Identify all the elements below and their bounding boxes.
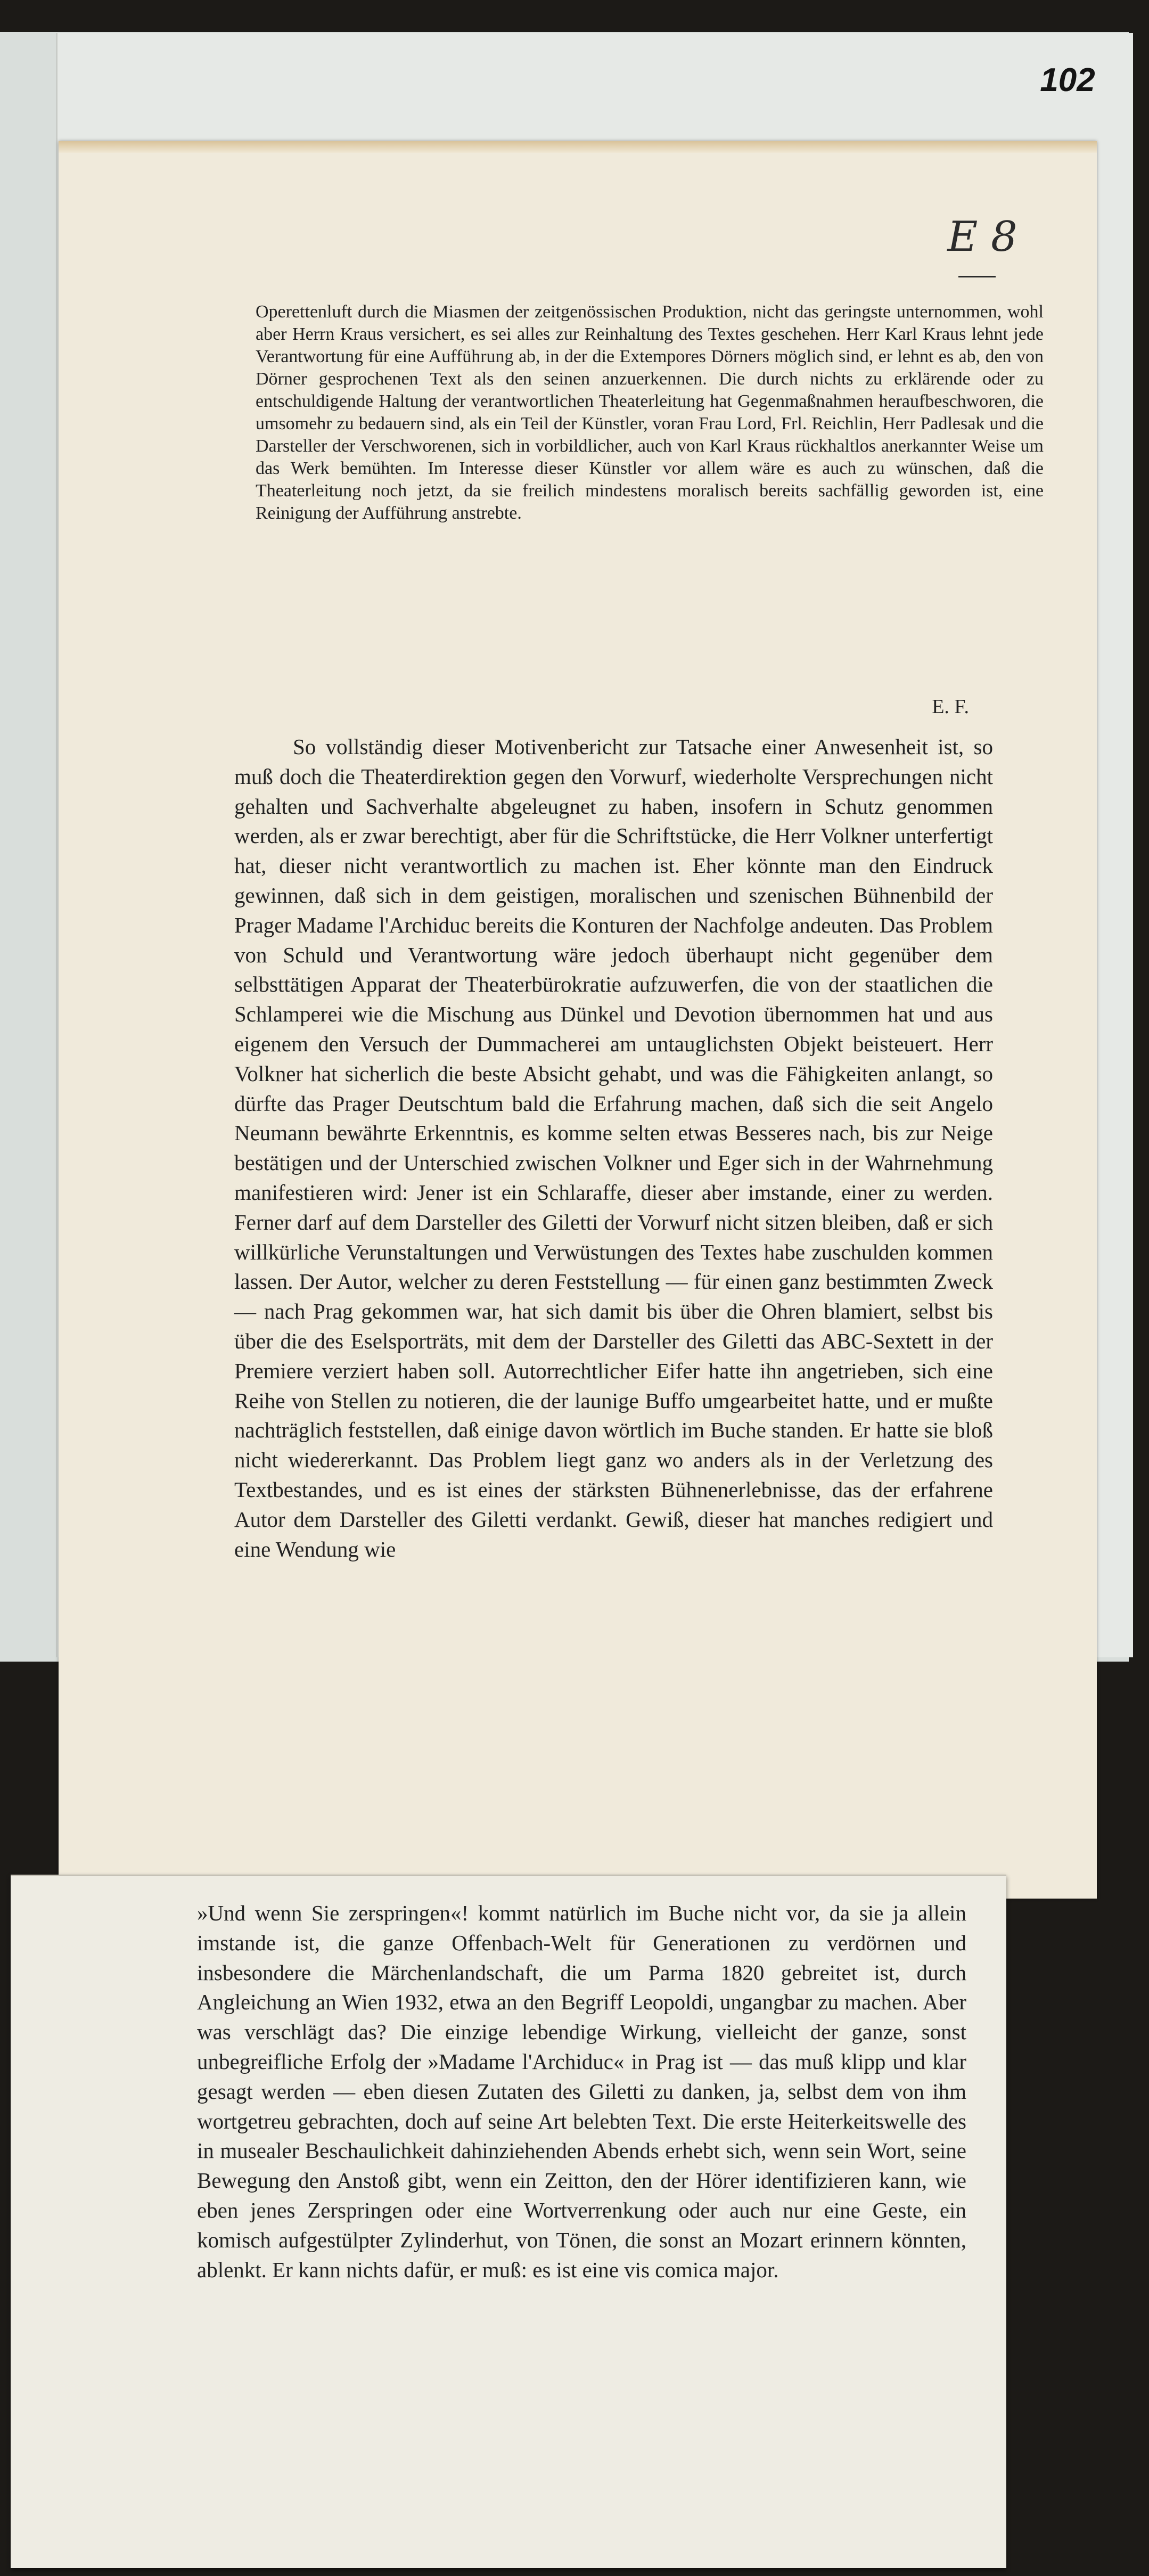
- main-paragraph: So vollständig dieser Motivenbericht zur Tatsache einer Anwesenheit ist, so muß doch die Theaterdirektion gegen den Vorwurf, wiederholte Versprechungen nicht gehalten und Sachverhalte abgeleugnet zu haben, insofern in Schutz genommen werden, als er zwar berechtigt, aber für die Schriftstücke, die Herr Volkner unterfertigt hat, dieser nicht verantwortlich zu machen ist. Eher könnte man den Eindruck gewinnen, daß sich in dem geistigen, moralischen und szenischen Bühnenbild der Prager Madame l'Archiduc bereits die Konturen der Nachfolge andeuten. Das Problem von Schuld und Verantwortung wäre jedoch überhaupt nicht gegenüber dem selbsttätigen Apparat der Theaterbürokratie aufzuwerfen, die von der staatlichen die Schlamperei wie die Mischung aus Dünkel und Devotion übernommen hat und aus eigenem den Versuch der Dummacherei am untauglichsten Objekt beisteuert. Herr Volkner hat sicherlich die beste Absicht gehabt, und was die Fähigkeiten anlangt, so dürfte das Prager Deutschtum bald die Erfahrung machen, daß sich die seit Angelo Neumann bewährte Erkenntnis, es komme selten etwas Besseres nach, bis zur Neige bestätigen und der Unterschied zwischen Volkner und Eger sich in der Wahrnehmung manifestieren wird: Jener ist ein Schlaraffe, dieser aber imstande, einer zu werden. Ferner darf auf dem Darsteller des Giletti der Vorwurf nicht sitzen bleiben, daß er sich willkürliche Verunstaltungen und Verwüstungen des Textes habe zuschulden kommen lassen. Der Autor, welcher zu deren Feststellung — für einen ganz bestimmten Zweck — nach Prag gekommen war, hat sich damit bis über die Ohren blamiert, selbst bis über die des Eselsporträts, mit dem der Darsteller des Giletti das ABC-Sextett in der Premiere verziert haben soll. Autorrechtlicher Eifer hatte ihn angetrieben, sich eine Reihe von Stellen zu notieren, die der launige Buffo umgearbeitet hatte, und er mußte nachträglich feststellen, daß einige davon wörtlich im Buche standen. Er hatte sie bloß nicht wiedererkannt. Das Problem liegt ganz wo anders als in der Verletzung des Textbestandes, und es ist eines der stärksten Bühnenerlebnisse, das der erfahrene Autor dem Darsteller des Giletti verdankt. Gewiß, dieser hat manches redigiert und eine Wendung wie: [234, 734, 993, 1561]
- continuation-paragraph: »Und wenn Sie zerspringen«! kommt natürlich im Buche nicht vor, da sie ja allein imstande ist, die ganze Offenbach-Welt für Generationen zu verdörnen und insbesondere die Märchenlandschaft, die um Parma 1820 gebreitet ist, durch Angleichung an Wien 1932, etwa an den Begriff Leopoldi, ungangbar zu machen. Aber was verschlägt das? Die einzige lebendige Wirkung, vielleicht der ganze, sonst unbegreifliche Erfolg der »Madame l'Archiduc« in Prag ist — das muß klipp und klar gesagt werden — eben diesen Zutaten des Giletti zu danken, ja, selbst dem von ihm wortgetreu gebrachten, doch auf seine Art belebten Text. Die erste Heiterkeitswelle des in musealer Beschaulichkeit dahinziehenden Abends erhebt sich, wenn sein Wort, seine Bewegung den Anstoß gibt, wenn ein Zeitton, den der Hörer identifizieren kann, wie eben jenes Zerspringen oder eine Wortverrenkung oder auch nur eine Geste, ein komisch aufgestülpter Zylinderhut, von Tönen, die sonst an Mozart erinnern könnten, ablenkt. Er kann nichts dafür, er muß: es ist eine vis comica major.: [197, 1901, 966, 2282]
- author-signature: E. F.: [932, 696, 969, 718]
- intro-paragraph: Operettenluft durch die Miasmen der zeitgenössischen Produktion, nicht das geringste unternommen, wohl aber Herrn Kraus versichert, es sei alles zur Reinhaltung des Textes geschehen. Herr Karl Kraus lehnt jede Verantwortung für eine Aufführung ab, in der die Extempores Dörners möglich sind, er lehnt es ab, den von Dörner gesprochenen Text als den seinen anzuerkennen. Die durch nichts zu erklärende oder zu entschuldigende Haltung der verantwortlichen Theaterleitung hat Gegenmaßnahmen heraufbeschworen, die umsomehr zu bedauern sind, als ein Teil der Künstler, voran Frau Lord, Frl. Reichlin, Herr Padlesak und die Darsteller der Verschworenen, sich in vorbildlicher, auch von Karl Kraus rückhaltlos anerkannter Weise um das Werk bemühten. Im Interesse dieser Künstler vor allem wäre es auch zu wünschen, daß die Theaterleitung noch jetzt, da sie freilich mindestens moralisch bereits sachfällig geworden ist, eine Reinigung der Aufführung anstrebte.: [256, 302, 1044, 523]
- main-article-body: [234, 732, 993, 1564]
- continuation-body: [197, 1899, 966, 2285]
- handwritten-marginal-note: E 8: [929, 213, 1036, 261]
- archive-page-number: 102: [1040, 62, 1095, 99]
